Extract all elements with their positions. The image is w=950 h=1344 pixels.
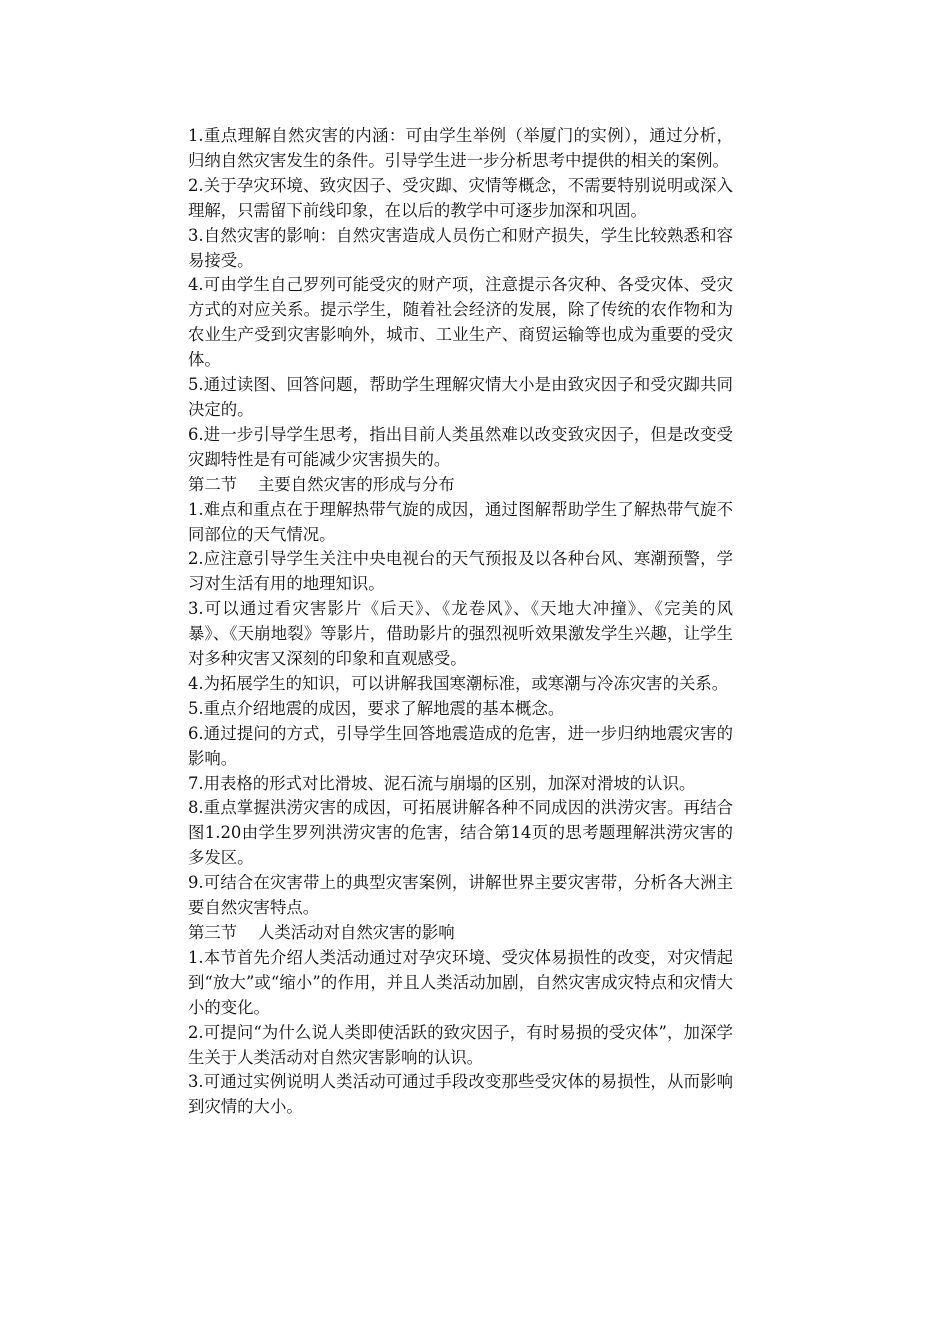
paragraph-item: 7.用表格的形式对比滑坡、泥石流与崩塌的区别，加深对滑坡的认识。 bbox=[188, 773, 696, 793]
paragraph-item: 2.可提问“为什么说人类即使活跃的致灾因子，有时易损的受灾体”，加深学生关于人类活动对自然灾害影响的认识。 bbox=[188, 1022, 733, 1067]
paragraph-item: 3.可通过实例说明人类活动可通过手段改变那些受灾体的易损性，从而影响到灾情的大小。 bbox=[188, 1072, 733, 1117]
paragraph-item: 5.重点介绍地震的成因，要求了解地震的基本概念。 bbox=[188, 698, 565, 718]
section-heading: 第三节 人类活动对自然灾害的影响 bbox=[188, 923, 455, 942]
paragraph-item: 6.进一步引导学生思考，指出目前人类虽然难以改变致灾因子，但是改变受灾踋特性是有可能减少灾害损失的。 bbox=[188, 424, 733, 469]
paragraph-item: 1.本节首先介绍人类活动通过对孕灾环境、受灾体易损性的改变，对灾情起到“放大”或“缩小”的作用，并且人类活动加剧，自然灾害成灾特点和灾情大小的变化。 bbox=[188, 947, 733, 1017]
paragraph-item: 2.关于孕灾环境、致灾因子、受灾踋、灾情等概念，不需要特别说明或深入理解，只需留下前线印象，在以后的教学中可逐步加深和巩固。 bbox=[188, 175, 733, 220]
paragraph-item: 2.应注意引导学生关注中央电视台的天气预报及以各种台风、寒潮预警，学习对生活有用的地理知识。 bbox=[188, 549, 733, 594]
document-page bbox=[188, 124, 733, 1120]
paragraph-item: 3.自然灾害的影响：自然灾害造成人员伤亡和财产损失，学生比较熟悉和容易接受。 bbox=[188, 225, 733, 270]
paragraph-item: 4.可由学生自己罗列可能受灾的财产项，注意提示各灾种、各受灾体、受灾方式的对应关系。提示学生，随着社会经济的发展，除了传统的农作物和为农业生产受到灾害影响外，城市、工业生产、商贸运输等也成为重要的受灾体。 bbox=[188, 275, 733, 370]
paragraph-item: 6.通过提问的方式，引导学生回答地震造成的危害，进一步归纳地震灾害的影响。 bbox=[188, 723, 733, 768]
section-2 bbox=[188, 473, 733, 921]
section-heading: 第二节 主要自然灾害的形成与分布 bbox=[188, 474, 455, 494]
paragraph-item: 3.可以通过看灾害影片《后天》、《龙卷风》、《天地大冲撞》、《完美的风暴》、《天崩地裂》等影片，借助影片的强烈视听效果激发学生兴趣，让学生对多种灾害又深刻的印象和直观感受。 bbox=[188, 599, 733, 669]
paragraph-item: 1.难点和重点在于理解热带气旋的成因，通过图解帮助学生了解热带气旋不同部位的天气情况。 bbox=[188, 499, 733, 544]
paragraph-item: 4.为拓展学生的知识，可以讲解我国寒潮标准，或寒潮与冷冻灾害的关系。 bbox=[188, 673, 729, 693]
paragraph-item: 9.可结合在灾害带上的典型灾害案例，讲解世界主要灾害带，分析各大洲主要自然灾害特点。 bbox=[188, 873, 733, 918]
paragraph-item: 5.通过读图、回答问题，帮助学生理解灾情大小是由致灾因子和受灾踋共同决定的。 bbox=[188, 375, 733, 419]
section-3 bbox=[188, 921, 733, 1120]
paragraph-item: 8.重点掌握洪涝灾害的成因，可拓展讲解各种不同成因的洪涝灾害。再结合图1.20由学生罗列洪涝灾害的危害，结合第14页的思考题理解洪涝灾害的多发区。 bbox=[188, 798, 733, 868]
section-1 bbox=[188, 124, 733, 473]
paragraph-item: 1.重点理解自然灾害的内涵：可由学生举例（举厦门的实例），通过分析，归纳自然灾害发生的条件。引导学生进一步分析思考中提供的相关的案例。 bbox=[188, 126, 733, 170]
